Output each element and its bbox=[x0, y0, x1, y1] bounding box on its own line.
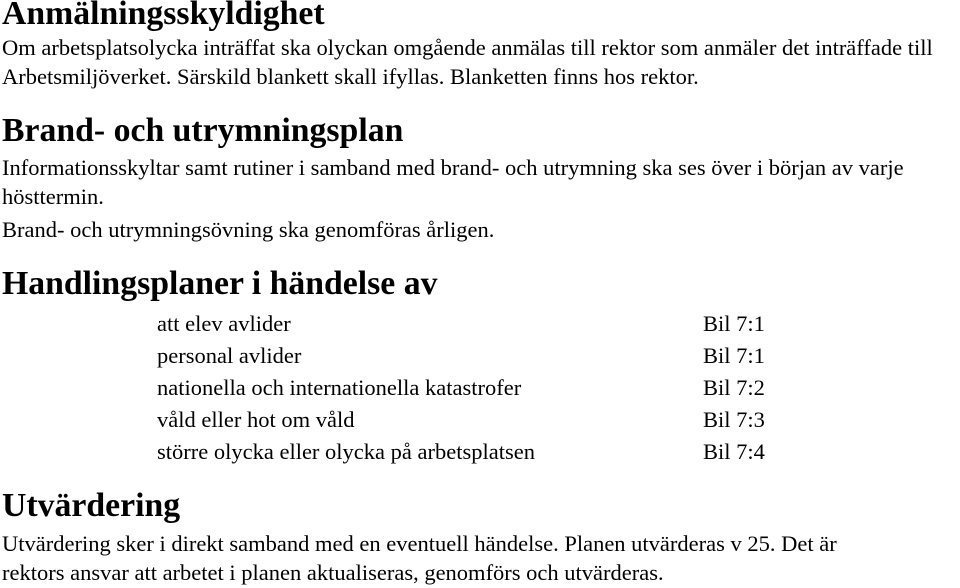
table-row bbox=[157, 373, 823, 405]
table-cell-event: våld eller hot om våld bbox=[157, 407, 355, 432]
table-cell-ref: Bil 7:1 bbox=[703, 311, 765, 336]
table-row bbox=[157, 341, 823, 373]
heading-action-plans: Handlingsplaner i händelse av bbox=[2, 265, 438, 302]
paragraph-evaluation-line-1: Utvärdering sker i direkt samband med en eventuell händelse. Planen utvärderas v 25. Det är bbox=[2, 531, 837, 556]
heading-reporting: Anmälningsskyldighet bbox=[2, 0, 325, 32]
table-cell-ref: Bil 7:3 bbox=[703, 407, 765, 432]
table-row bbox=[157, 437, 823, 469]
heading-evaluation: Utvärdering bbox=[2, 487, 181, 524]
paragraph-evaluation-line-2: rektors ansvar att arbetet i planen aktualiseras, genomförs och utvärderas. bbox=[2, 560, 664, 585]
table-cell-event: större olycka eller olycka på arbetsplatsen bbox=[157, 439, 535, 464]
table-cell-ref: Bil 7:4 bbox=[703, 439, 765, 464]
table-cell-ref: Bil 7:2 bbox=[703, 375, 765, 400]
paragraph-fire-plan: Informationsskyltar samt rutiner i samband med brand- och utrymning ska ses över i början av varje hösttermin. bbox=[2, 155, 904, 209]
paragraph-evaluation bbox=[2, 529, 960, 587]
table-row bbox=[157, 309, 823, 341]
table-row bbox=[157, 405, 823, 437]
table-cell-event: personal avlider bbox=[157, 343, 302, 368]
paragraph-fire-drill: Brand- och utrymningsövning ska genomföras årligen. bbox=[2, 217, 495, 242]
table-cell-event: nationella och internationella katastrofer bbox=[157, 375, 522, 400]
table-cell-event: att elev avlider bbox=[157, 311, 291, 336]
action-plan-table bbox=[157, 309, 823, 469]
table-cell-ref: Bil 7:1 bbox=[703, 343, 765, 368]
paragraph-reporting: Om arbetsplatsolycka inträffat ska olyckan omgående anmälas till rektor som anmäler det inträffade till Arbetsmiljöverket. Särskild blankett skall ifyllas. Blanketten finns hos rektor. bbox=[2, 35, 933, 89]
heading-fire-plan: Brand- och utrymningsplan bbox=[2, 112, 404, 149]
